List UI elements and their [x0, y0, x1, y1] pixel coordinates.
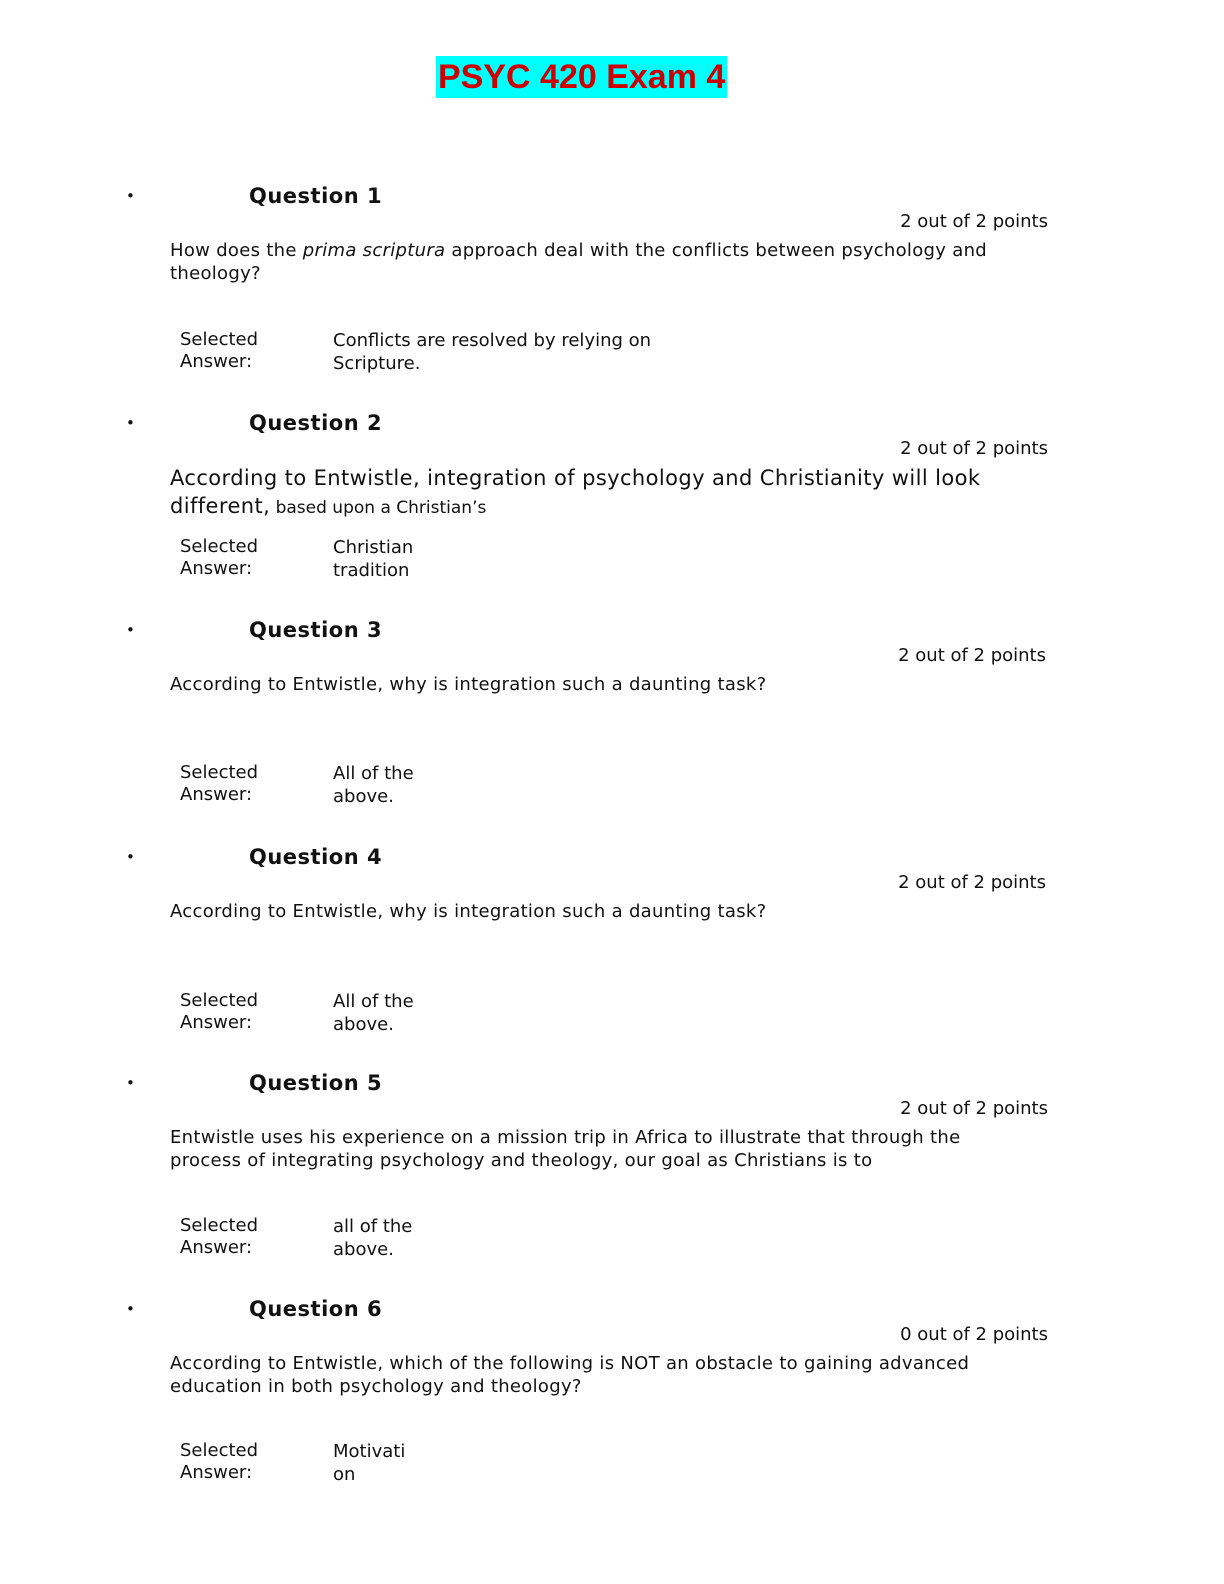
question-points: 2 out of 2 points — [900, 438, 1048, 459]
question-heading: Question 2 — [249, 411, 383, 435]
bullet: • — [126, 1074, 135, 1092]
bullet: • — [126, 848, 135, 866]
selected-answer-label: Selected Answer: — [180, 990, 259, 1033]
selected-answer-value: Conflicts are resolved by relying on Scripture. — [333, 330, 652, 374]
selected-answer-value: All of the above. — [333, 991, 414, 1035]
bullet: • — [126, 621, 135, 639]
question-text: How does the prima scriptura approach deal with the conflicts between psychology and theology? — [170, 240, 988, 284]
selected-answer-value: all of the above. — [333, 1216, 413, 1260]
question-heading: Question 3 — [249, 618, 383, 642]
question-heading: Question 6 — [249, 1297, 383, 1321]
question-points: 0 out of 2 points — [900, 1324, 1048, 1345]
selected-answer-label: Selected Answer: — [180, 1215, 259, 1258]
page-title: PSYC 420 Exam 4 — [438, 58, 726, 96]
selected-answer-value: Motivati on — [333, 1441, 406, 1485]
question-points: 2 out of 2 points — [898, 645, 1046, 666]
question-text: According to Entwistle, why is integration such a daunting task? — [170, 674, 767, 695]
selected-answer-label: Selected Answer: — [180, 536, 259, 579]
selected-answer-value: All of the above. — [333, 763, 414, 807]
selected-answer-value: Christian tradition — [333, 537, 414, 581]
question-points: 2 out of 2 points — [900, 211, 1048, 232]
selected-answer-label: Selected Answer: — [180, 329, 259, 372]
question-text: According to Entwistle, integration of psychology and Christianity will look different, based upon a Christian’s — [170, 466, 981, 518]
selected-answer-label: Selected Answer: — [180, 762, 259, 805]
question-heading: Question 5 — [249, 1071, 383, 1095]
question-points: 2 out of 2 points — [900, 1098, 1048, 1119]
question-text: Entwistle uses his experience on a mission trip in Africa to illustrate that through the process of integrating psychology and theology, our goal as Christians is to — [170, 1127, 961, 1171]
question-heading: Question 4 — [249, 845, 383, 869]
bullet: • — [126, 187, 135, 205]
bullet: • — [126, 414, 135, 432]
question-points: 2 out of 2 points — [898, 872, 1046, 893]
question-heading: Question 1 — [249, 184, 383, 208]
selected-answer-label: Selected Answer: — [180, 1440, 259, 1483]
question-text: According to Entwistle, which of the following is NOT an obstacle to gaining advanced education in both psychology and theology? — [170, 1353, 970, 1397]
bullet: • — [126, 1300, 135, 1318]
question-text: According to Entwistle, why is integration such a daunting task? — [170, 901, 767, 922]
